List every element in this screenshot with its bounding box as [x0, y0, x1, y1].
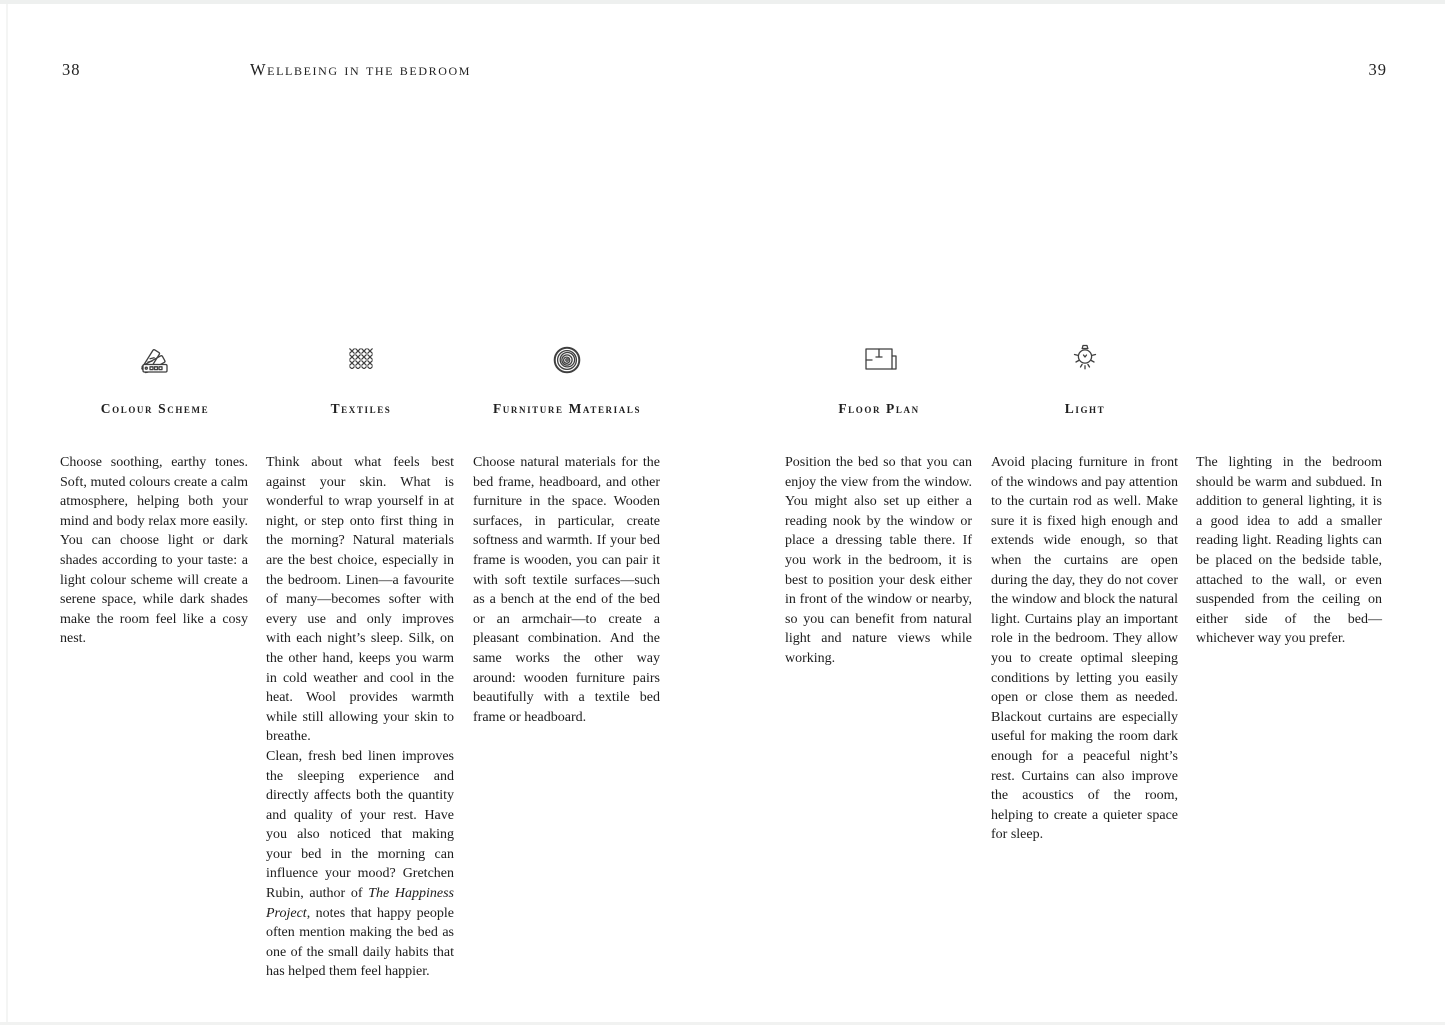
- feature-heading-floor-plan: Floor Plan: [838, 401, 920, 416]
- paragraph: Avoid placing furniture in front of the windows and pay attention to the curtain rod as well. Make sure it is fixed high enough and extends wide enough, so that when the curtains are open during the day, they do not cover the window and block the natural light. Curtains play an important role in the bedroom. They allow you to create optimal sleeping conditions by letting you easily open or close them as needed. Blackout curtains are especially useful for making the room dark enough for a peaceful night’s rest. Curtains can also improve the acoustics of the room, helping to create a quieter space for sleep.: [991, 455, 1179, 843]
- feature-light: [985, 340, 1185, 417]
- colour-swatches-icon: [55, 340, 255, 380]
- paragraph: Choose natural materials for the bed frame, headboard, and other furniture in the space. Wooden surfaces, in particular, create softness and warmth. If your bed frame is wooden, you can pair it with soft textile surfaces—such as a bench at the end of the bed or an armchair—to create a pleasant combination. And the same works the other way around: wooden furniture pairs beautifully with a textile bed frame or headboard.: [473, 455, 660, 725]
- body-column-floor-plan: [785, 453, 972, 669]
- feature-colour-scheme: [55, 340, 255, 417]
- page-number-left: 38: [62, 60, 81, 79]
- paragraph: Position the bed so that you can enjoy the view from the window. You might also set up either a reading nook by the window or place a dressing table there. If you work in the bedroom, it is best to position your desk either in front of the window or nearby, so you can benefit from natural light and nature views while working.: [785, 455, 972, 666]
- body-column-light-curtains: [991, 453, 1178, 845]
- feature-floor-plan: [779, 340, 979, 417]
- paragraph: The lighting in the bedroom should be warm and subdued. In addition to general lighting, it is a good idea to add a smaller reading light. Reading lights can be placed on the bedside table, attached to the wall, or even suspended from the ceiling on either side of the bed—whichever way you prefer.: [1196, 455, 1382, 647]
- paragraph: Think about what feels best against your skin. What is wonderful to wrap yourself in at night, or step onto first thing in the morning? Natural materials are the best choice, especially in the bedroom. Linen—a favourite of many—becomes softer with every use and only improves with each night’s sleep. Silk, on the other hand, keeps you warm in cold weather and cool in the heat. Wool provides warmth while still allowing your skin to breathe.: [266, 455, 454, 745]
- paragraph: [266, 747, 454, 982]
- text-run: Clean, fresh bed linen improves the sleeping experience and directly affects both the quantity and quality of your rest. Have you also noticed that making your bed in the morning can influence your mood? Gretchen Rubin, author of: [266, 748, 454, 902]
- feature-furniture-materials: [467, 340, 667, 417]
- feature-heading-furniture-materials: Furniture Materials: [492, 401, 642, 416]
- body-column-colour-scheme: [60, 453, 248, 649]
- lightbulb-icon: [985, 340, 1185, 380]
- text-run: , notes that happy people often mention making the bed as one of the small daily habits that has helped them feel happier.: [266, 905, 454, 980]
- body-column-light-continued: [1196, 453, 1382, 649]
- floor-plan-icon: [779, 340, 979, 380]
- running-title: Wellbeing in the bedroom: [250, 60, 471, 79]
- feature-heading-light: Light: [1064, 401, 1106, 416]
- woven-fabric-icon: [261, 340, 461, 380]
- page-number-right: 39: [1368, 60, 1387, 79]
- book-title-italic: The Happiness Project: [266, 886, 454, 921]
- wood-log-icon: [467, 340, 667, 380]
- feature-heading-textiles: Textiles: [330, 401, 392, 416]
- body-column-textiles: [266, 453, 454, 982]
- page-left-edge: [6, 4, 8, 1022]
- feature-textiles: [261, 340, 461, 417]
- body-column-furniture-materials: [473, 453, 660, 727]
- feature-heading-colour-scheme: Colour Scheme: [100, 401, 210, 416]
- paragraph: Choose soothing, earthy tones. Soft, muted colours create a calm atmosphere, helping both your mind and body relax more easily. You can choose light or dark shades according to your taste: a light colour scheme will create a serene space, while dark shades make the room feel like a cosy nest.: [60, 455, 248, 647]
- page-top-edge: [0, 0, 1445, 4]
